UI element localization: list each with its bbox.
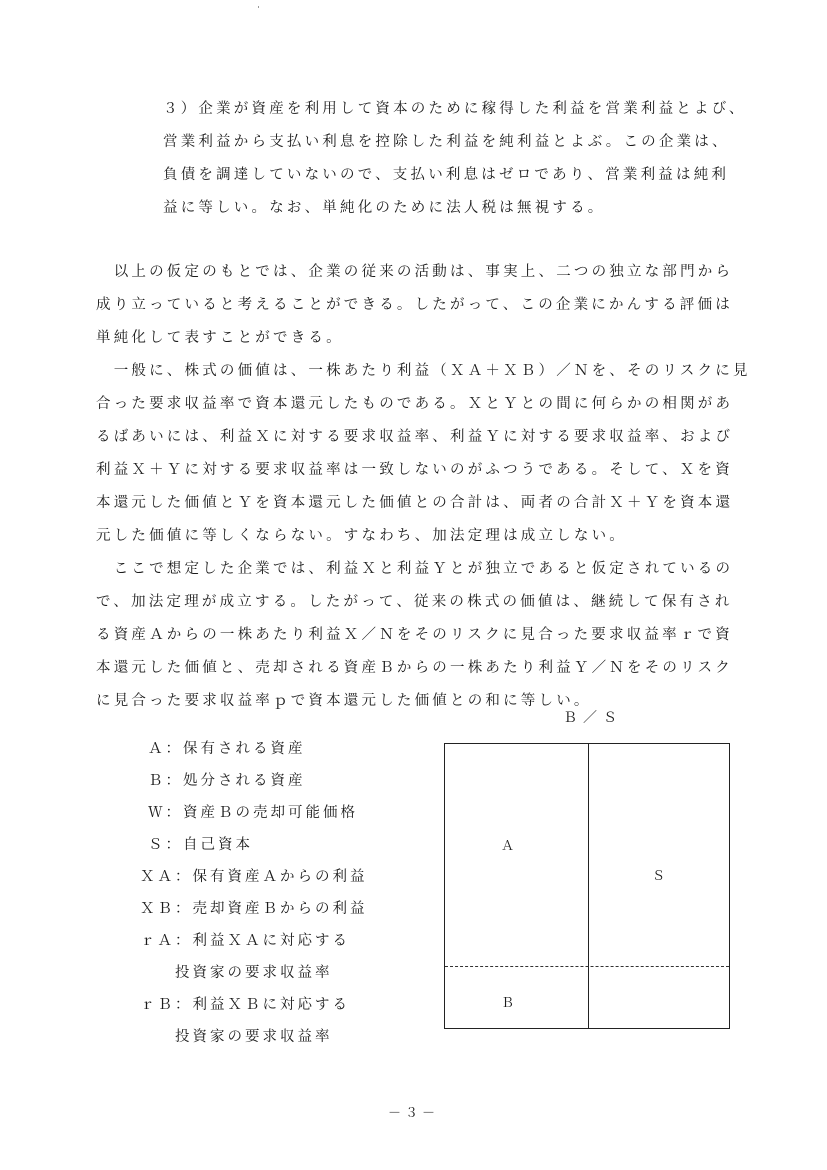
body-line: る資産Ａからの一株あたり利益Ｘ／Ｎをそのリスクに見合った要求収益率ｒで資 — [96, 627, 733, 643]
legend-item: Ｂ：処分される資産 — [148, 773, 306, 789]
balance-sheet-label-s: Ｓ — [652, 869, 666, 884]
legend-item: Ｓ：自己資本 — [148, 837, 253, 853]
balance-sheet-frame — [444, 743, 730, 1029]
balance-sheet-label-a: Ａ — [501, 839, 515, 854]
footnote-line: 営業利益から支払い利息を控除した利益を純利益とよぶ。この企業は、 — [163, 134, 730, 150]
balance-sheet-label-b: Ｂ — [501, 996, 515, 1011]
legend-item: ｒＢ：利益ＸＢに対応する — [140, 997, 350, 1013]
body-line: るばあいには、利益Ｘに対する要求収益率、利益Ｙに対する要求収益率、および — [96, 429, 734, 445]
legend-item: ＸＡ：保有資産Ａからの利益 — [140, 869, 368, 885]
page-number: －３－ — [387, 1106, 439, 1121]
body-line: 元した価値に等しくならない。すなわち、加法定理は成立しない。 — [96, 528, 627, 544]
footnote-line: 益に等しい。なお、単純化のために法人税は無視する。 — [163, 200, 606, 216]
legend-item: Ａ：保有される資産 — [148, 741, 306, 757]
scan-mark — [258, 6, 259, 8]
legend-item: 投資家の要求収益率 — [140, 1029, 333, 1045]
body-line: 以上の仮定のもとでは、企業の従来の活動は、事実上、二つの独立な部門から — [96, 264, 734, 280]
body-line: 合った要求収益率で資本還元したものである。ＸとＹとの間に何らかの相関があ — [96, 396, 734, 412]
body-line: で、加法定理が成立する。したがって、従来の株式の価値は、継続して保有され — [96, 594, 733, 610]
body-line: に見合った要求収益率ｐで資本還元した価値との和に等しい。 — [96, 693, 592, 709]
legend-item: 投資家の要求収益率 — [140, 965, 333, 981]
footnote-line: ３）企業が資産を利用して資本のために稼得した利益を営業利益とよび、 — [163, 101, 747, 117]
balance-sheet-title: Ｂ／Ｓ — [563, 710, 623, 726]
body-line: 利益Ｘ＋Ｙに対する要求収益率は一致しないのがふつうである。そして、Ｘを資 — [96, 462, 733, 478]
body-line: 本還元した価値とＹを資本還元した価値との合計は、両者の合計Ｘ＋Ｙを資本還 — [96, 495, 734, 511]
legend-item: ＸＢ：売却資産Ｂからの利益 — [140, 901, 368, 917]
body-line: ここで想定した企業では、利益Ｘと利益Ｙとが独立であると仮定されているの — [96, 561, 734, 577]
footnote-line: 負債を調達していないので、支払い利息はゼロであり、営業利益は純利 — [163, 167, 730, 183]
body-line: 成り立っていると考えることができる。したがって、この企業にかんする評価は — [96, 297, 733, 313]
legend-item: Ｗ：資産Ｂの売却可能価格 — [148, 805, 358, 821]
legend-item: ｒＡ：利益ＸＡに対応する — [140, 933, 350, 949]
body-line: 単純化して表すことができる。 — [96, 330, 344, 346]
body-line: 一般に、株式の価値は、一株あたり利益（ＸＡ＋ＸＢ）／Ｎを、そのリスクに見 — [96, 363, 751, 379]
balance-sheet-top-dashed — [444, 743, 589, 744]
body-line: 本還元した価値と、売却される資産Ｂからの一株あたり利益Ｙ／Ｎをそのリスク — [96, 660, 733, 676]
balance-sheet-divider — [588, 743, 589, 1029]
balance-sheet-dashed-divider — [445, 966, 729, 967]
